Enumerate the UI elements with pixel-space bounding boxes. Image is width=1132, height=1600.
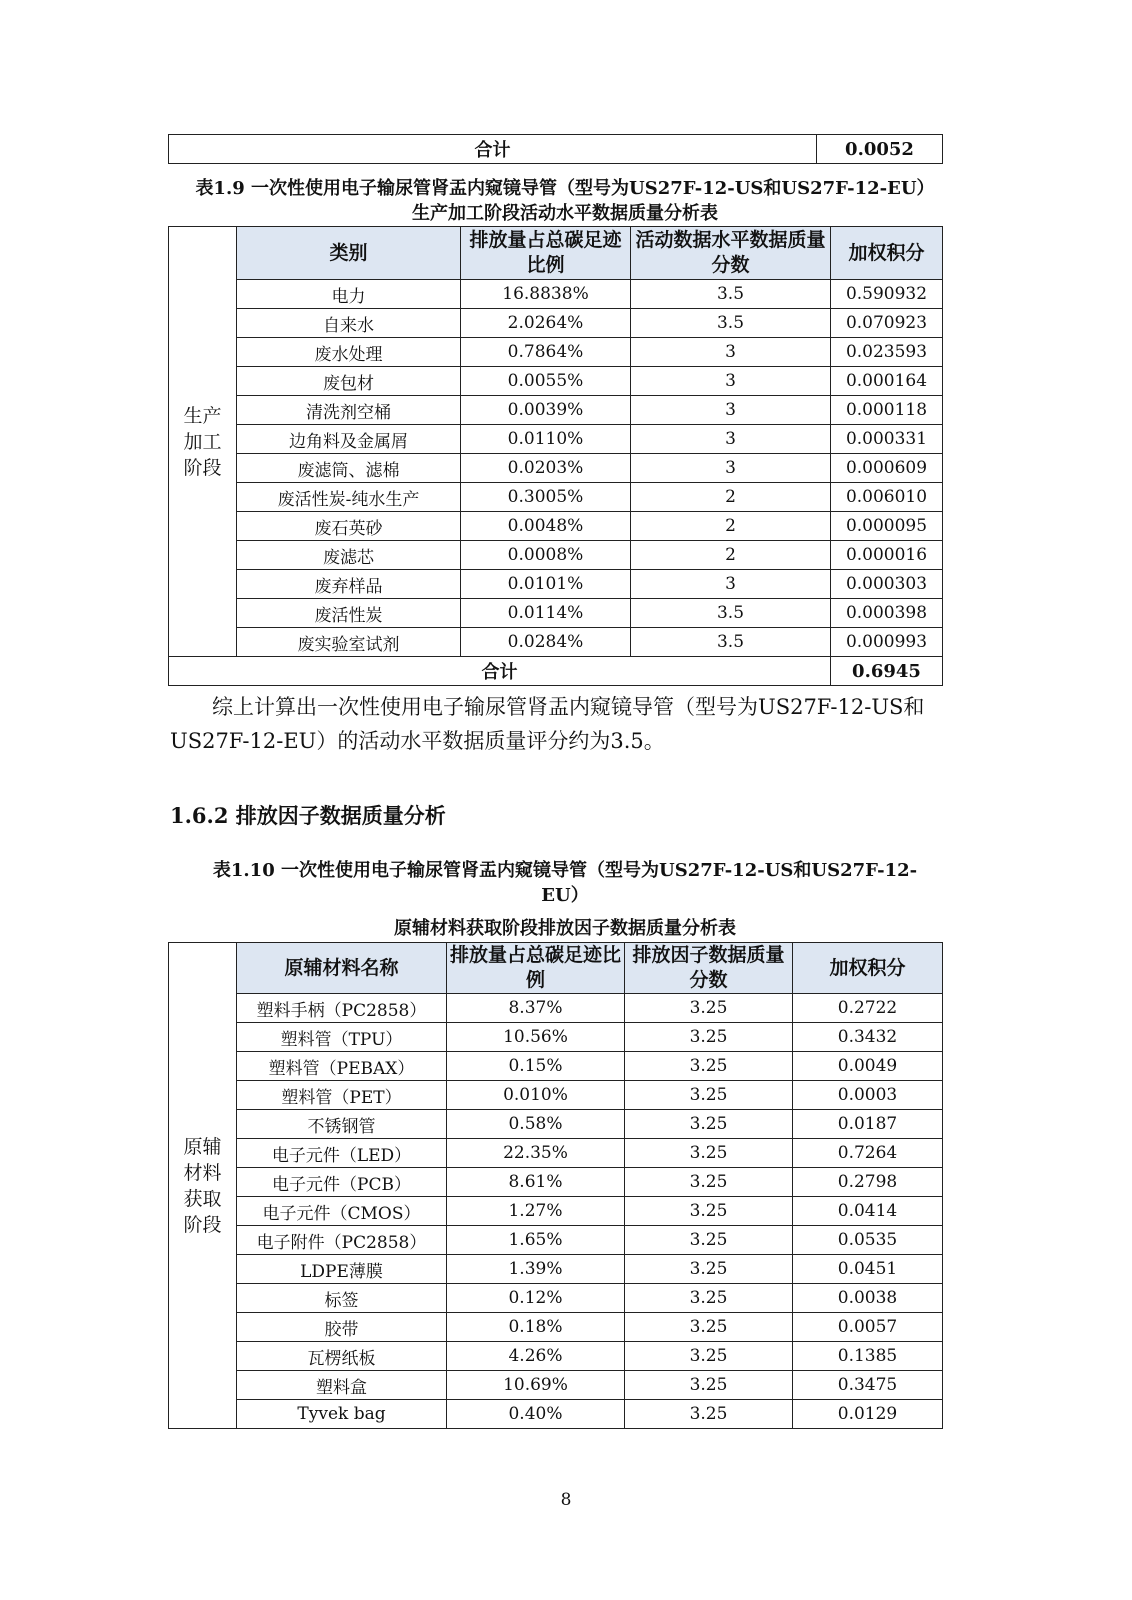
total-value: 0.6945 xyxy=(831,657,943,686)
score-cell: 3.25 xyxy=(625,1371,793,1400)
caption-line: 表1.9 一次性使用电子输尿管肾盂内窥镜导管（型号为US27F-12-US和US27F-12-EU） xyxy=(195,178,935,199)
score-cell: 3.25 xyxy=(625,1255,793,1284)
table-row xyxy=(169,541,943,570)
score-cell: 3 xyxy=(631,396,831,425)
table-row xyxy=(169,1110,943,1139)
weighted-score-cell: 0.000095 xyxy=(831,512,943,541)
section-heading: 1.6.2 排放因子数据质量分析 xyxy=(170,803,446,828)
column-header: 类别 xyxy=(237,227,461,280)
table-row xyxy=(169,1081,943,1110)
table-row xyxy=(169,396,943,425)
column-header: 排放量占总碳足迹比例 xyxy=(461,227,631,280)
weighted-score-cell: 0.000303 xyxy=(831,570,943,599)
weighted-score-cell: 0.000016 xyxy=(831,541,943,570)
item-name-cell: 自来水 xyxy=(237,309,461,338)
item-name-cell: 电子附件（PC2858） xyxy=(237,1226,447,1255)
table-row xyxy=(169,1284,943,1313)
score-cell: 3.5 xyxy=(631,599,831,628)
stage-label: 生产加工阶段 xyxy=(183,404,222,479)
share-cell: 0.0114% xyxy=(461,599,631,628)
share-cell: 0.0101% xyxy=(461,570,631,599)
share-cell: 10.56% xyxy=(447,1023,625,1052)
table-row xyxy=(169,1371,943,1400)
weighted-score-cell: 0.7264 xyxy=(793,1139,943,1168)
score-cell: 3.25 xyxy=(625,1081,793,1110)
share-cell: 1.27% xyxy=(447,1197,625,1226)
weighted-score-cell: 0.0414 xyxy=(793,1197,943,1226)
score-cell: 2 xyxy=(631,541,831,570)
table-row xyxy=(169,1400,943,1429)
share-cell: 22.35% xyxy=(447,1139,625,1168)
score-cell: 3 xyxy=(631,338,831,367)
table-row xyxy=(169,1168,943,1197)
table-row xyxy=(169,1023,943,1052)
table-row xyxy=(169,483,943,512)
column-header: 加权积分 xyxy=(793,943,943,994)
share-cell: 0.3005% xyxy=(461,483,631,512)
share-cell: 0.0203% xyxy=(461,454,631,483)
item-name-cell: 废弃样品 xyxy=(237,570,461,599)
item-name-cell: 塑料手柄（PC2858） xyxy=(237,994,447,1023)
weighted-score-cell: 0.3432 xyxy=(793,1023,943,1052)
emission-factor-quality-table xyxy=(168,942,943,1429)
share-cell: 1.65% xyxy=(447,1226,625,1255)
score-cell: 3.25 xyxy=(625,1052,793,1081)
share-cell: 0.7864% xyxy=(461,338,631,367)
share-cell: 0.15% xyxy=(447,1052,625,1081)
table-row xyxy=(169,570,943,599)
column-header: 排放因子数据质量分数 xyxy=(625,943,793,994)
table-row xyxy=(169,1197,943,1226)
item-name-cell: 电子元件（LED） xyxy=(237,1139,447,1168)
share-cell: 0.0055% xyxy=(461,367,631,396)
item-name-cell: 废滤筒、滤棉 xyxy=(237,454,461,483)
table-row xyxy=(169,338,943,367)
weighted-score-cell: 0.0451 xyxy=(793,1255,943,1284)
weighted-score-cell: 0.000609 xyxy=(831,454,943,483)
item-name-cell: 电子元件（CMOS） xyxy=(237,1197,447,1226)
caption-line: 生产加工阶段活动水平数据质量分析表 xyxy=(412,203,718,224)
caption-line: 表1.10 一次性使用电子输尿管肾盂内窥镜导管（型号为US27F-12-US和US27F-12- xyxy=(212,860,918,881)
item-name-cell: 废活性炭-纯水生产 xyxy=(237,483,461,512)
score-cell: 3 xyxy=(631,570,831,599)
table-row xyxy=(169,512,943,541)
weighted-score-cell: 0.0129 xyxy=(793,1400,943,1429)
table-row xyxy=(169,367,943,396)
share-cell: 0.0284% xyxy=(461,628,631,657)
table-row xyxy=(169,1139,943,1168)
item-name-cell: 边角料及金属屑 xyxy=(237,425,461,454)
table-caption xyxy=(170,176,960,226)
share-cell: 1.39% xyxy=(447,1255,625,1284)
item-name-cell: 电力 xyxy=(237,280,461,309)
table-row xyxy=(169,1342,943,1371)
item-name-cell: 塑料管（TPU） xyxy=(237,1023,447,1052)
score-cell: 3.25 xyxy=(625,1313,793,1342)
table-row xyxy=(169,309,943,338)
score-cell: 3.5 xyxy=(631,280,831,309)
share-cell: 0.0008% xyxy=(461,541,631,570)
table-caption xyxy=(170,858,960,908)
share-cell: 0.58% xyxy=(447,1110,625,1139)
total-row xyxy=(169,657,943,686)
table-row xyxy=(169,280,943,309)
weighted-score-cell: 0.000398 xyxy=(831,599,943,628)
item-name-cell: LDPE薄膜 xyxy=(237,1255,447,1284)
table-row xyxy=(169,1226,943,1255)
total-label: 合计 xyxy=(169,657,831,686)
score-cell: 3.25 xyxy=(625,1197,793,1226)
item-name-cell: Tyvek bag xyxy=(237,1400,447,1429)
activity-data-quality-table xyxy=(168,226,943,686)
table-row xyxy=(169,1255,943,1284)
weighted-score-cell: 0.3475 xyxy=(793,1371,943,1400)
score-cell: 3.25 xyxy=(625,1139,793,1168)
weighted-score-cell: 0.0038 xyxy=(793,1284,943,1313)
table-row xyxy=(169,628,943,657)
table-row xyxy=(169,1052,943,1081)
weighted-score-cell: 0.0049 xyxy=(793,1052,943,1081)
total-label: 合计 xyxy=(169,135,817,164)
summary-paragraph: 综上计算出一次性使用电子输尿管肾盂内窥镜导管（型号为US27F-12-US和US27F-12-EU）的活动水平数据质量评分约为3.5。 xyxy=(170,695,925,753)
score-cell: 3.25 xyxy=(625,1110,793,1139)
share-cell: 10.69% xyxy=(447,1371,625,1400)
weighted-score-cell: 0.0535 xyxy=(793,1226,943,1255)
item-name-cell: 塑料管（PET） xyxy=(237,1081,447,1110)
caption-line: EU） xyxy=(541,885,589,906)
total-value: 0.0052 xyxy=(817,135,943,164)
stage-cell xyxy=(169,227,237,657)
score-cell: 2 xyxy=(631,483,831,512)
score-cell: 3.5 xyxy=(631,628,831,657)
table-row xyxy=(169,994,943,1023)
share-cell: 0.18% xyxy=(447,1313,625,1342)
share-cell: 8.37% xyxy=(447,994,625,1023)
score-cell: 3 xyxy=(631,425,831,454)
share-cell: 2.0264% xyxy=(461,309,631,338)
table-row xyxy=(169,599,943,628)
share-cell: 0.0039% xyxy=(461,396,631,425)
score-cell: 2 xyxy=(631,512,831,541)
column-header: 加权积分 xyxy=(831,227,943,280)
stage-label: 原辅材料获取阶段 xyxy=(183,1135,222,1236)
score-cell: 3.25 xyxy=(625,1168,793,1197)
column-header: 排放量占总碳足迹比例 xyxy=(447,943,625,994)
weighted-score-cell: 0.000331 xyxy=(831,425,943,454)
weighted-score-cell: 0.590932 xyxy=(831,280,943,309)
weighted-score-cell: 0.023593 xyxy=(831,338,943,367)
weighted-score-cell: 0.0057 xyxy=(793,1313,943,1342)
weighted-score-cell: 0.070923 xyxy=(831,309,943,338)
share-cell: 0.0048% xyxy=(461,512,631,541)
prev-table-total xyxy=(168,134,943,164)
item-name-cell: 废活性炭 xyxy=(237,599,461,628)
share-cell: 0.0110% xyxy=(461,425,631,454)
page-number: 8 xyxy=(560,1490,572,1510)
item-name-cell: 废水处理 xyxy=(237,338,461,367)
item-name-cell: 电子元件（PCB） xyxy=(237,1168,447,1197)
table-row xyxy=(169,1313,943,1342)
column-header: 活动数据水平数据质量分数 xyxy=(631,227,831,280)
table-subcaption: 原辅材料获取阶段排放因子数据质量分析表 xyxy=(394,918,736,939)
share-cell: 0.40% xyxy=(447,1400,625,1429)
score-cell: 3 xyxy=(631,367,831,396)
stage-cell xyxy=(169,943,237,1429)
score-cell: 3 xyxy=(631,454,831,483)
weighted-score-cell: 0.006010 xyxy=(831,483,943,512)
score-cell: 3.25 xyxy=(625,1226,793,1255)
item-name-cell: 胶带 xyxy=(237,1313,447,1342)
item-name-cell: 塑料管（PEBAX） xyxy=(237,1052,447,1081)
item-name-cell: 废滤芯 xyxy=(237,541,461,570)
share-cell: 4.26% xyxy=(447,1342,625,1371)
table-row xyxy=(169,425,943,454)
score-cell: 3.25 xyxy=(625,1284,793,1313)
item-name-cell: 不锈钢管 xyxy=(237,1110,447,1139)
weighted-score-cell: 0.0003 xyxy=(793,1081,943,1110)
weighted-score-cell: 0.2722 xyxy=(793,994,943,1023)
weighted-score-cell: 0.1385 xyxy=(793,1342,943,1371)
item-name-cell: 废包材 xyxy=(237,367,461,396)
weighted-score-cell: 0.000118 xyxy=(831,396,943,425)
score-cell: 3.25 xyxy=(625,1400,793,1429)
weighted-score-cell: 0.2798 xyxy=(793,1168,943,1197)
score-cell: 3.5 xyxy=(631,309,831,338)
weighted-score-cell: 0.000993 xyxy=(831,628,943,657)
item-name-cell: 废石英砂 xyxy=(237,512,461,541)
item-name-cell: 标签 xyxy=(237,1284,447,1313)
column-header: 原辅材料名称 xyxy=(237,943,447,994)
score-cell: 3.25 xyxy=(625,994,793,1023)
item-name-cell: 废实验室试剂 xyxy=(237,628,461,657)
table-row xyxy=(169,454,943,483)
score-cell: 3.25 xyxy=(625,1023,793,1052)
share-cell: 0.12% xyxy=(447,1284,625,1313)
weighted-score-cell: 0.0187 xyxy=(793,1110,943,1139)
weighted-score-cell: 0.000164 xyxy=(831,367,943,396)
share-cell: 8.61% xyxy=(447,1168,625,1197)
share-cell: 16.8838% xyxy=(461,280,631,309)
item-name-cell: 清洗剂空桶 xyxy=(237,396,461,425)
item-name-cell: 瓦楞纸板 xyxy=(237,1342,447,1371)
score-cell: 3.25 xyxy=(625,1342,793,1371)
share-cell: 0.010% xyxy=(447,1081,625,1110)
item-name-cell: 塑料盒 xyxy=(237,1371,447,1400)
